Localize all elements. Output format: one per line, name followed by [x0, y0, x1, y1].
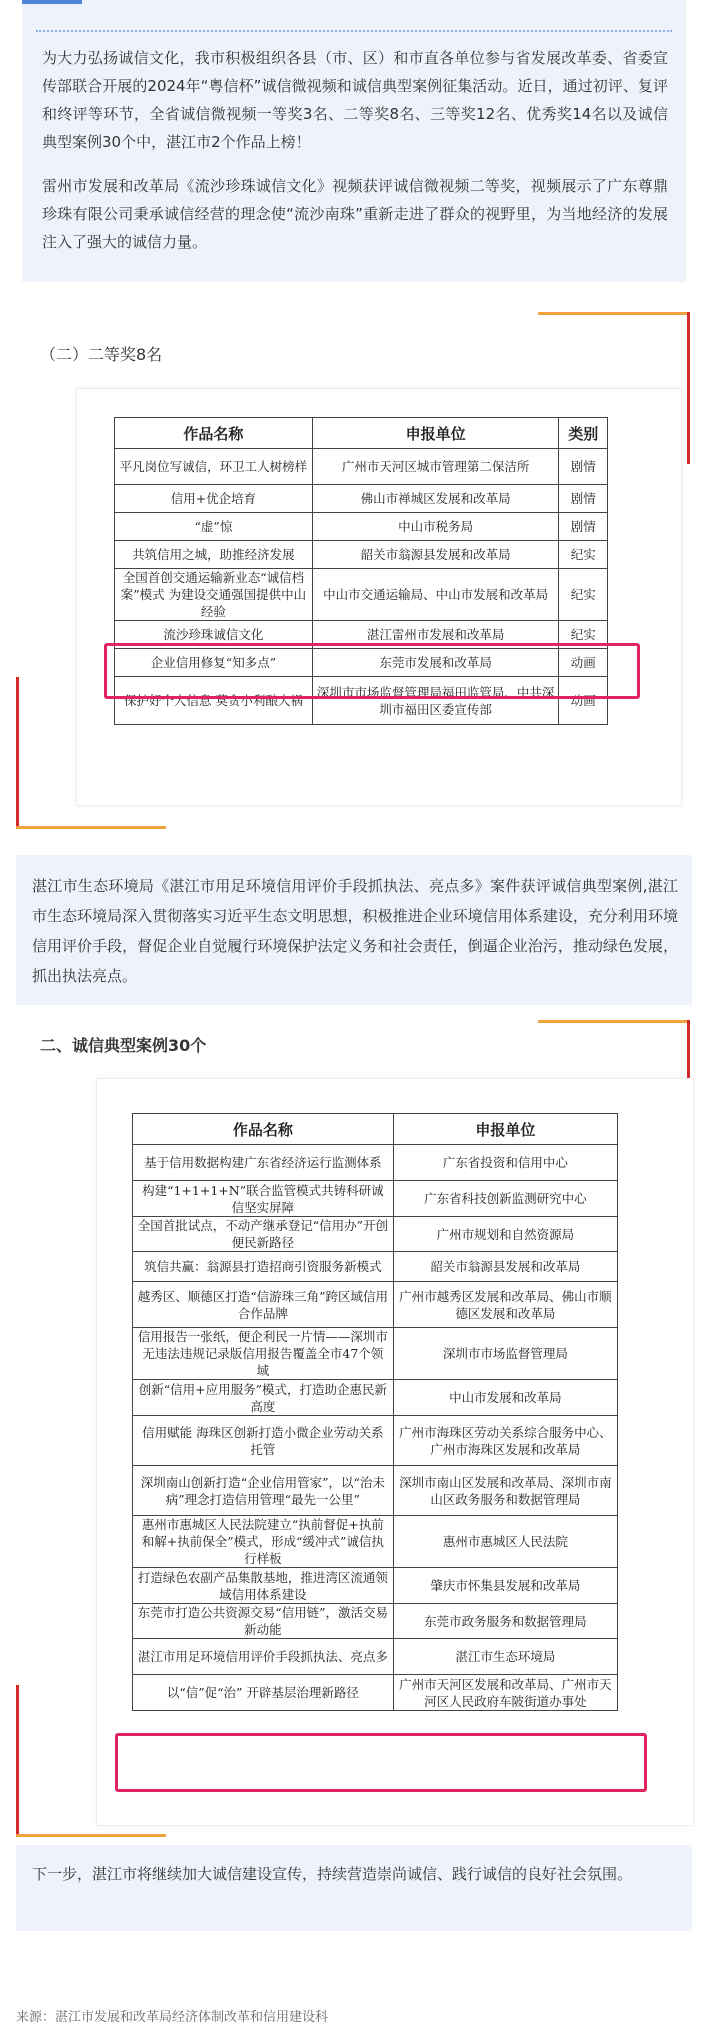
- table-cell: 广东省投资和信用中心: [393, 1145, 617, 1181]
- table-cell: 动画: [559, 677, 608, 725]
- table-cell: 保护好个人信息 莫贪小利酿大祸: [115, 677, 313, 725]
- table-cell: 广州市天河区发展和改革局、广州市天河区人民政府车陂街道办事处: [393, 1675, 617, 1711]
- table-cell: 广州市规划和自然资源局: [393, 1217, 617, 1252]
- t2-header-cell: 申报单位: [393, 1114, 617, 1145]
- corner-line-left-2: [16, 1685, 19, 1837]
- table-cell: 剧情: [559, 485, 608, 513]
- table-row: [115, 449, 608, 485]
- table-cell: 打造绿色农副产品集散基地，推进湾区流通领域信用体系建设: [133, 1568, 394, 1604]
- t1-header-cell: 类别: [559, 418, 608, 449]
- table-cell: 广州市天河区城市管理第二保洁所: [312, 449, 559, 485]
- table-cell: 深圳南山创新打造“企业信用管家”，以“治未病”理念打造信用管理“最先一公里”: [133, 1466, 394, 1516]
- table-cell: 信用+优企培育: [115, 485, 313, 513]
- table-row: [133, 1466, 618, 1516]
- table-row: [133, 1328, 618, 1380]
- table-cell: 剧情: [559, 449, 608, 485]
- table-cell: 广州市越秀区发展和改革局、佛山市顺德区发展和改革局: [393, 1282, 617, 1328]
- table-cell: 信用报告一张纸，便企利民一片情——深圳市无违法违规记录版信用报告覆盖全市47个领域: [133, 1328, 394, 1380]
- next-step-box: [16, 1845, 692, 1931]
- t2-header-cell: 作品名称: [133, 1114, 394, 1145]
- table-cell: 信用赋能 海珠区创新打造小微企业劳动关系托管: [133, 1416, 394, 1466]
- typical-cases-table: [132, 1113, 618, 1711]
- table-cell: 基于信用数据构建广东省经济运行监测体系: [133, 1145, 394, 1181]
- table-cell: 构建“1+1+1+N”联合监管模式共铸科研诚信坚实屏障: [133, 1181, 394, 1217]
- table-cell: 动画: [559, 649, 608, 677]
- highlight-box-zhanjiang-case: [115, 1733, 647, 1792]
- table-row: [133, 1639, 618, 1675]
- table-cell: 纪实: [559, 541, 608, 569]
- table-cell: 筑信共赢：翁源县打造招商引资服务新模式: [133, 1252, 394, 1282]
- table-cell: 企业信用修复“知多点”: [115, 649, 313, 677]
- corner-line-bottom-left: [16, 826, 166, 829]
- table-cell: 深圳市市场监督管理局: [393, 1328, 617, 1380]
- table-cell: 纪实: [559, 569, 608, 621]
- intro-box: [22, 0, 686, 282]
- corner-line-bottom-left-2: [16, 1834, 166, 1837]
- corner-line-left: [16, 677, 19, 829]
- intro-paragraph-2: 雷州市发展和改革局《流沙珍珠诚信文化》视频获评诚信微视频二等奖，视频展示了广东尊鼎珍珠有限公司秉承诚信经营的理念使“流沙南珠”重新走进了群众的视野里，为当地经济的发展注入了强大的诚信力量。: [42, 177, 668, 251]
- table-cell: 肇庆市怀集县发展和改革局: [393, 1568, 617, 1604]
- table-cell: 中山市税务局: [312, 513, 559, 541]
- corner-line-right: [687, 312, 690, 464]
- intro-accent-bar: [22, 0, 82, 4]
- highlight-box-zhanjiang-video: [104, 643, 640, 699]
- table-row: [133, 1516, 618, 1568]
- table-row: [133, 1252, 618, 1282]
- table-row: [115, 541, 608, 569]
- corner-line-top-right: [538, 312, 690, 315]
- table-cell: 以“信”促“治” 开辟基层治理新路径: [133, 1675, 394, 1711]
- table-cell: 韶关市翁源县发展和改革局: [312, 541, 559, 569]
- next-step-text: 下一步，湛江市将继续加大诚信建设宣传，持续营造崇尚诚信、践行诚信的良好社会氛围。: [32, 1865, 633, 1883]
- table-row: [115, 485, 608, 513]
- table-cell: 中山市交通运输局、中山市发展和改革局: [312, 569, 559, 621]
- table-cell: 东莞市打造公共资源交易“信用链”，激活交易新动能: [133, 1604, 394, 1639]
- table-cell: 湛江雷州市发展和改革局: [312, 621, 559, 649]
- table-row: [133, 1604, 618, 1639]
- table-row: [133, 1145, 618, 1181]
- table-cell: 广东省科技创新监测研究中心: [393, 1181, 617, 1217]
- table-cell: 深圳市市场监督管理局福田监管局、中共深圳市福田区委宣传部: [312, 677, 559, 725]
- table-cell: 全国首创交通运输新业态“诚信档案”模式 为建设交通强国提供中山经验: [115, 569, 313, 621]
- source-credit: 来源：湛江市发展和改革局经济体制改革和信用建设科: [16, 2010, 329, 2025]
- corner-line-top-right-2: [538, 1020, 690, 1023]
- table-cell: “虚”惊: [115, 513, 313, 541]
- t1-header-cell: 作品名称: [115, 418, 313, 449]
- table-cell: 惠州市惠城区人民法院建立“执前督促+执前和解+执前保全”模式，形成“缓冲式”诚信执行样板: [133, 1516, 394, 1568]
- table-cell: 流沙珍珠诚信文化: [115, 621, 313, 649]
- table-row: [133, 1675, 618, 1711]
- table-row: [115, 569, 608, 621]
- table-cell: 湛江市用足环境信用评价手段抓执法、亮点多: [133, 1639, 394, 1675]
- table-row: [133, 1282, 618, 1328]
- table-cell: 共筑信用之城，助推经济发展: [115, 541, 313, 569]
- table-cell: 广州市海珠区劳动关系综合服务中心、广州市海珠区发展和改革局: [393, 1416, 617, 1466]
- table-cell: 越秀区、顺德区打造“信游珠三角”跨区域信用合作品牌: [133, 1282, 394, 1328]
- table-cell: 韶关市翁源县发展和改革局: [393, 1252, 617, 1282]
- intro-dotted-divider: [36, 30, 672, 32]
- table-cell: 全国首批试点，不动产继承登记“信用办”开创便民新路径: [133, 1217, 394, 1252]
- table-cell: 纪实: [559, 621, 608, 649]
- intro-paragraph-1: 为大力弘扬诚信文化，我市积极组织各县（市、区）和市直各单位参与省发展改革委、省委宣传部联合开展的2024年“粤信杯”诚信微视频和诚信典型案例征集活动。近日，通过初评、复评和终评等环节，全省诚信微视频一等奖3名、二等奖8名、三等奖12名、优秀奖14名以及诚信典型案例30个中，湛江市2个作品上榜！: [42, 49, 668, 151]
- table-cell: 东莞市政务服务和数据管理局: [393, 1604, 617, 1639]
- case-description-box: [16, 855, 692, 1005]
- table-cell: 剧情: [559, 513, 608, 541]
- table-cell: 中山市发展和改革局: [393, 1380, 617, 1416]
- case-description-text: 湛江市生态环境局《湛江市用足环境信用评价手段抓执法、亮点多》案件获评诚信典型案例,湛江市生态环境局深入贯彻落实习近平生态文明思想，积极推进企业环境信用体系建设，充分利用环境信用评价手段，督促企业自觉履行环境保护法定义务和社会责任，倒逼企业治污，推动绿色发展，抓出执法亮点。: [32, 877, 678, 985]
- table-row: [133, 1416, 618, 1466]
- table-cell: 佛山市禅城区发展和改革局: [312, 485, 559, 513]
- table-cell: 惠州市惠城区人民法院: [393, 1516, 617, 1568]
- table-row: [115, 513, 608, 541]
- section-second-prize-title: （二）二等奖8名: [40, 345, 163, 364]
- table-cell: 深圳市南山区发展和改革局、深圳市南山区政务服务和数据管理局: [393, 1466, 617, 1516]
- table-cell: 创新“信用+应用服务”模式，打造助企惠民新高度: [133, 1380, 394, 1416]
- table-row: [133, 1181, 618, 1217]
- table-row: [133, 1568, 618, 1604]
- table-cell: 东莞市发展和改革局: [312, 649, 559, 677]
- table-cell: 平凡岗位写诚信，环卫工人树榜样: [115, 449, 313, 485]
- table-row: [133, 1380, 618, 1416]
- table-cell: 湛江市生态环境局: [393, 1639, 617, 1675]
- t1-header-cell: 申报单位: [312, 418, 559, 449]
- table-row: [133, 1217, 618, 1252]
- section-typical-cases-title: 二、诚信典型案例30个: [40, 1036, 207, 1055]
